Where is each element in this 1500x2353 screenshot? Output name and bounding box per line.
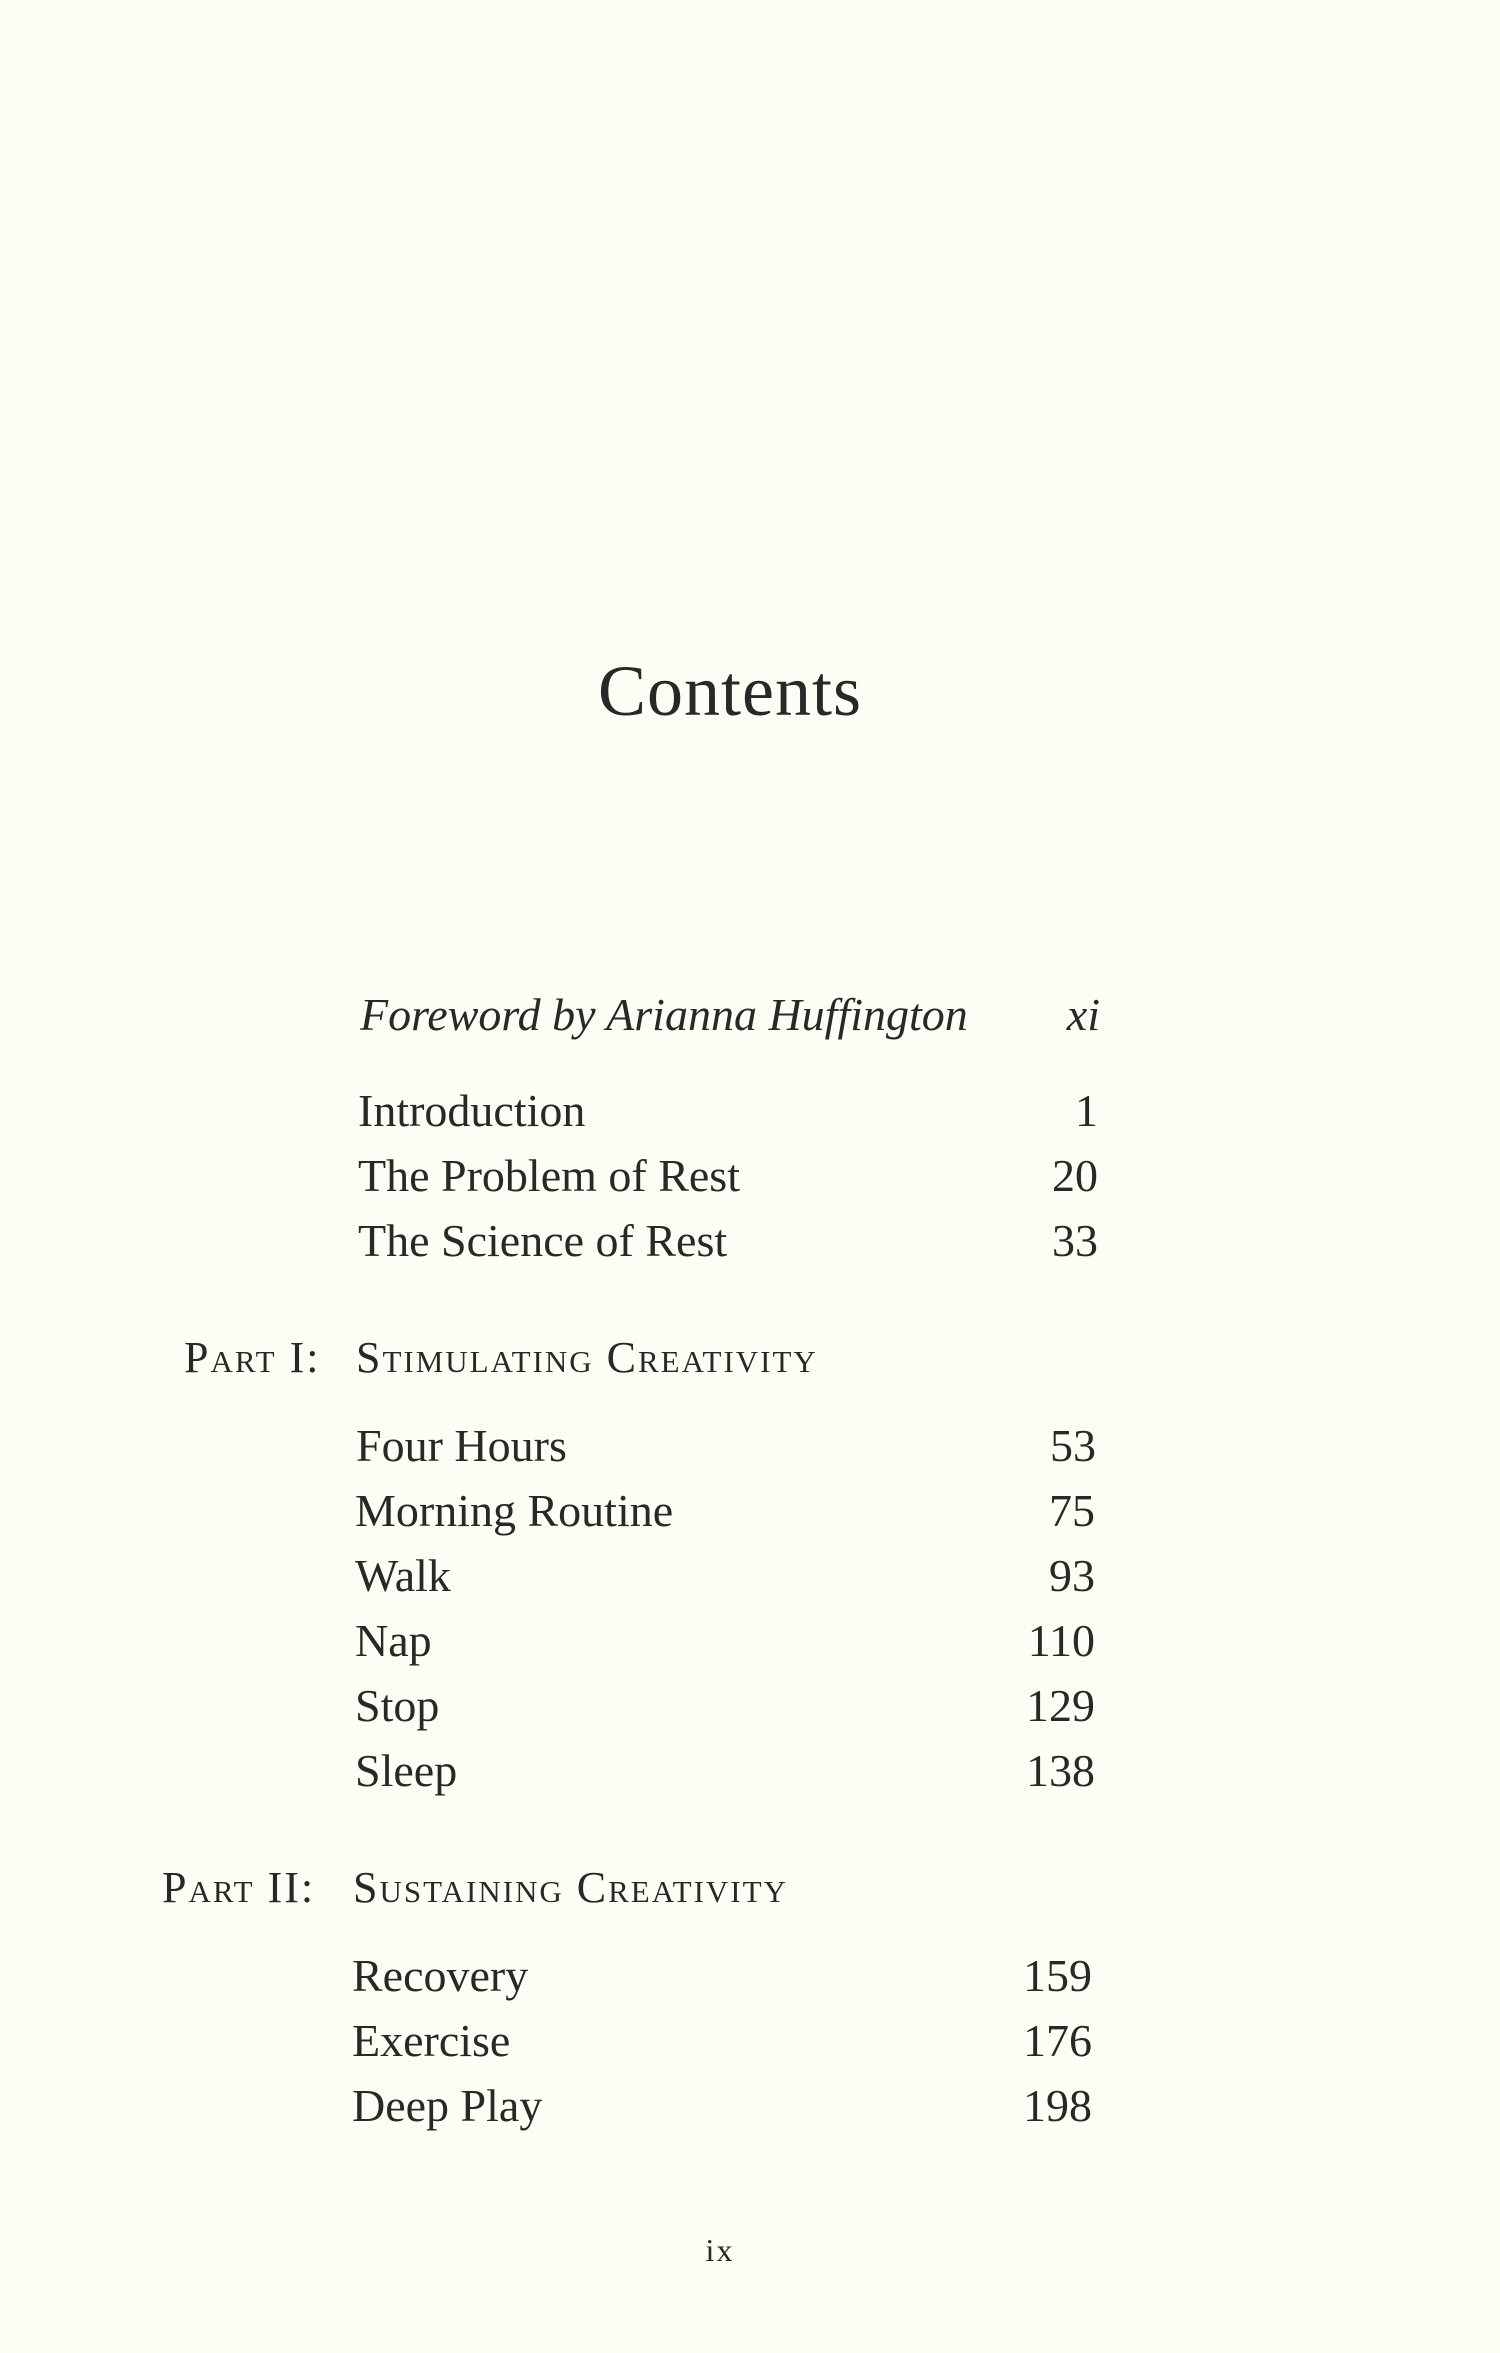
toc-entry [352,2080,1092,2133]
toc-entry-title: Exercise [352,2015,511,2066]
toc-entry-page: 1 [1075,1085,1098,1136]
toc-entry-title: Four Hours [356,1420,567,1471]
toc-entry [358,1150,1098,1203]
toc-entry-page: 176 [1023,2015,1092,2066]
toc-entry [355,1615,1095,1668]
part-title: Stimulating Creativity [356,1333,818,1382]
page-number: ix [705,2232,735,2268]
toc-entry-title: Deep Play [352,2080,543,2131]
toc-entry-page: 53 [1050,1420,1096,1471]
toc-entry-title: Recovery [352,1950,529,2001]
toc-entry-page: 75 [1049,1485,1095,1536]
part-label: Part II: [162,1863,316,1912]
toc-entry-page: 129 [1026,1680,1095,1731]
toc-entry [355,1680,1095,1733]
toc-entry-page: 110 [1027,1615,1095,1666]
page-title: Contents [597,651,862,731]
toc-entry-foreword [360,989,1100,1042]
toc-entry [355,1745,1095,1798]
toc-entry-title: Morning Routine [355,1485,674,1536]
toc-entry-title: Walk [355,1550,451,1601]
toc-entry-page: xi [1066,989,1100,1040]
toc-entry [355,1485,1095,1538]
toc-entry [355,1550,1095,1603]
toc-entry-title: Stop [355,1680,440,1731]
toc-entry-page: 33 [1052,1215,1098,1266]
toc-entry-page: 159 [1023,1950,1092,2001]
toc-entry-title: The Problem of Rest [358,1150,740,1201]
toc-entry-page: 138 [1026,1745,1095,1796]
toc-entry [352,2015,1092,2068]
toc-entry-title: Foreword by Arianna Huffington [360,989,968,1040]
toc-entry-title: The Science of Rest [358,1215,728,1266]
toc-entry [358,1085,1098,1138]
toc-entry [356,1420,1096,1473]
toc-entry [358,1215,1098,1268]
toc-entry-page: 198 [1023,2080,1092,2131]
toc-entry-page: 93 [1049,1550,1095,1601]
toc-entry-title: Sleep [355,1745,458,1796]
part-title: Sustaining Creativity [353,1863,788,1912]
toc-entry-title: Nap [355,1615,432,1666]
toc-entry-page: 20 [1052,1150,1098,1201]
part-label: Part I: [184,1333,321,1382]
toc-entry [352,1950,1092,2003]
toc-entry-title: Introduction [358,1085,586,1136]
